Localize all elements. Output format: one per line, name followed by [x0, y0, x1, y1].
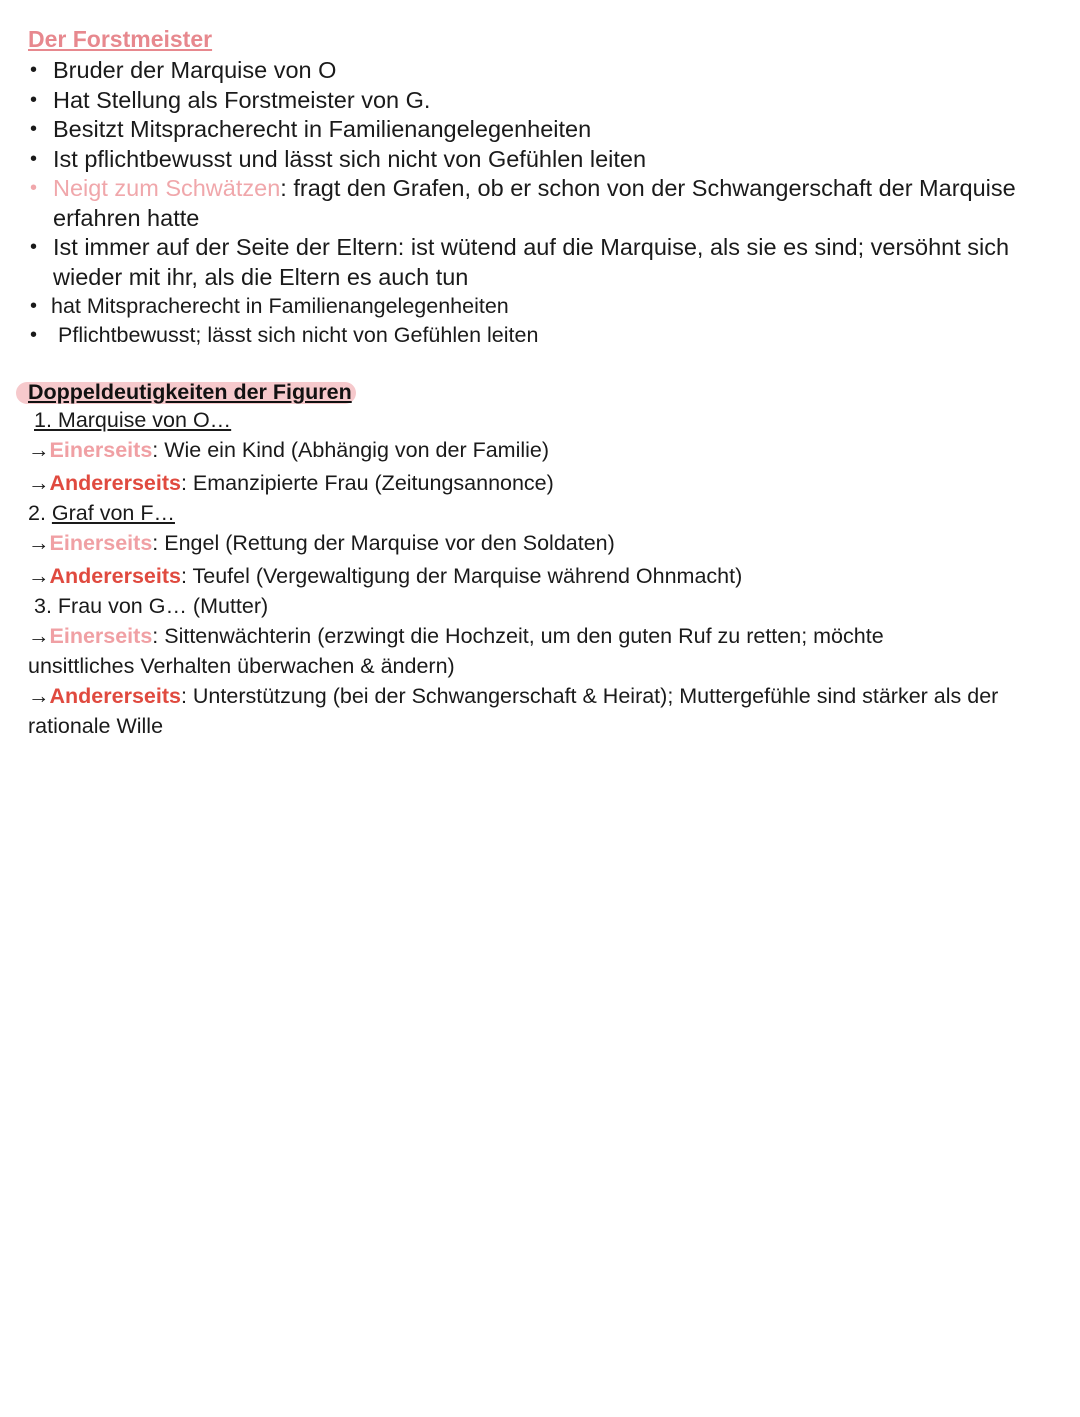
document-page — [28, 26, 1058, 741]
arrow-right-icon: → — [28, 531, 50, 555]
bullet-item: • Pflichtbewusst; lässt sich nicht von Gefühlen leiten — [28, 321, 1058, 350]
figure-title: 2. Graf von F… — [28, 501, 175, 525]
section-forstmeister — [28, 26, 1058, 350]
einerseits-line: →Einerseits: Wie ein Kind (Abhängig von der Familie) — [28, 438, 550, 462]
bullet-item: • Ist immer auf der Seite der Eltern: ist wütend auf die Marquise, als sie es sind; versöhnt sich wieder mit ihr, als die Eltern es auch tun — [30, 234, 1010, 290]
einerseits-line: →Einerseits: Engel (Rettung der Marquise vor den Soldaten) — [28, 531, 615, 555]
bullet-dot-icon: • — [30, 324, 38, 346]
figure-title: 3. Frau von G… (Mutter) — [34, 594, 269, 618]
bullet-dot-icon: • — [30, 59, 38, 81]
bullet-dot-icon: • — [30, 177, 38, 199]
arrow-right-icon: → — [28, 564, 50, 588]
arrow-right-icon: → — [28, 684, 50, 708]
andererseits-line: →Andererseits: Teufel (Vergewaltigung der Marquise während Ohnmacht) — [28, 564, 743, 588]
bullet-dot-icon: • — [30, 295, 38, 317]
bullet-item: • Neigt zum Schwätzen: fragt den Grafen, ob er schon von der Schwangerschaft der Marquise erfahren hatte — [30, 175, 1016, 231]
forstmeister-bullet-list — [28, 56, 1058, 350]
highlight-text: Neigt zum Schwätzen — [53, 175, 281, 201]
bullet-item: • Bruder der Marquise von O — [28, 56, 1058, 86]
bullet-item: • Hat Stellung als Forstmeister von G. — [28, 86, 1058, 116]
bullet-item: • Ist pflichtbewusst und lässt sich nicht von Gefühlen leiten — [28, 145, 1058, 175]
bullet-dot-icon: • — [30, 118, 38, 140]
arrow-right-icon: → — [28, 624, 50, 648]
section-doppeldeutigkeiten — [28, 380, 1058, 741]
figure-title: 1. Marquise von O… — [34, 408, 232, 432]
andererseits-line: →Andererseits: Emanzipierte Frau (Zeitungsannonce) — [28, 471, 554, 495]
bullet-item: • hat Mitspracherecht in Familienangelegenheiten — [28, 292, 1058, 321]
bullet-dot-icon: • — [30, 236, 38, 258]
arrow-right-icon: → — [28, 471, 50, 495]
bullet-dot-icon: • — [30, 88, 38, 111]
einerseits-line: →Einerseits: Sittenwächterin (erzwingt die Hochzeit, um den guten Ruf zu retten; möchte unsittliches Verhalten überwachen & ändern) — [28, 624, 884, 678]
section-heading-doppeldeutigkeiten: Doppeldeutigkeiten der Figuren — [28, 380, 352, 405]
section-heading-forstmeister: Der Forstmeister — [28, 26, 213, 52]
andererseits-line: →Andererseits: Unterstützung (bei der Schwangerschaft & Heirat); Muttergefühle sind stärker als der rationale Wille — [28, 684, 999, 738]
bullet-dot-icon: • — [30, 147, 38, 170]
bullet-item: • Besitzt Mitspracherecht in Familienangelegenheiten — [28, 115, 1058, 145]
arrow-right-icon: → — [28, 438, 50, 462]
